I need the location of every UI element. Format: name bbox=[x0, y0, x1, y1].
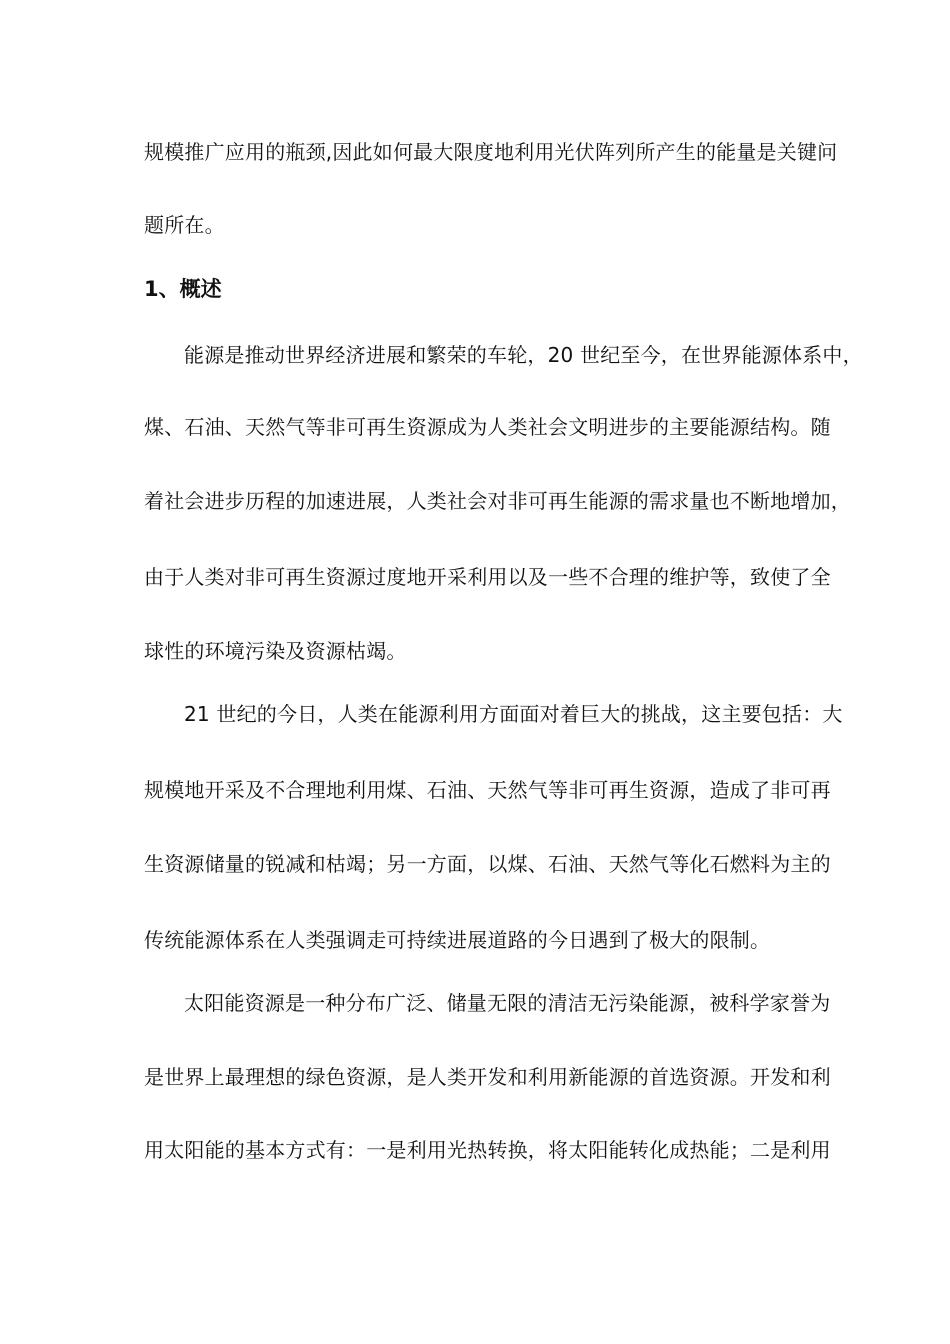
paragraph-2-line-4: 传统能源体系在人类强调走可持续进展道路的今日遇到了极大的限制。 bbox=[144, 928, 771, 952]
paragraph-3-line-1: 太阳能资源是一种分布广泛、储量无限的清洁无污染能源，被科学家誉为 bbox=[184, 991, 831, 1015]
paragraph-3-line-2: 是世界上最理想的绿色资源，是人类开发和利用新能源的首选资源。开发和利 bbox=[144, 1065, 831, 1089]
intro-line-1: 规模推广应用的瓶颈,因此如何最大限度地利用光伏阵列所产生的能量是关键问 bbox=[144, 140, 838, 164]
paragraph-1-line-5: 球性的环境污染及资源枯竭。 bbox=[144, 639, 407, 663]
intro-line-2: 题所在。 bbox=[144, 213, 225, 237]
paragraph-1-line-1: 能源是推动世界经济进展和繁荣的车轮，20 世纪至今，在世界能源体系中， bbox=[184, 343, 863, 367]
section-heading: 1、概述 bbox=[144, 277, 222, 301]
paragraph-2-line-2: 规模地开采及不合理地利用煤、石油、天然气等非可再生资源，造成了非可再 bbox=[144, 778, 831, 802]
paragraph-1-line-3: 着社会进步历程的加速进展，人类社会对非可再生能源的需求量也不断地增加， bbox=[144, 489, 851, 513]
paragraph-1-line-2: 煤、石油、天然气等非可再生资源成为人类社会文明进步的主要能源结构。随 bbox=[144, 415, 831, 439]
paragraph-3-line-3: 用太阳能的基本方式有：一是利用光热转换，将太阳能转化成热能；二是利用 bbox=[144, 1138, 831, 1162]
paragraph-1-line-4: 由于人类对非可再生资源过度地开采利用以及一些不合理的维护等，致使了全 bbox=[144, 565, 831, 589]
paragraph-2-line-1: 21 世纪的今日，人类在能源利用方面面对着巨大的挑战，这主要包括：大 bbox=[184, 702, 843, 726]
paragraph-2-line-3: 生资源储量的锐减和枯竭；另一方面，以煤、石油、天然气等化石燃料为主的 bbox=[144, 852, 831, 876]
